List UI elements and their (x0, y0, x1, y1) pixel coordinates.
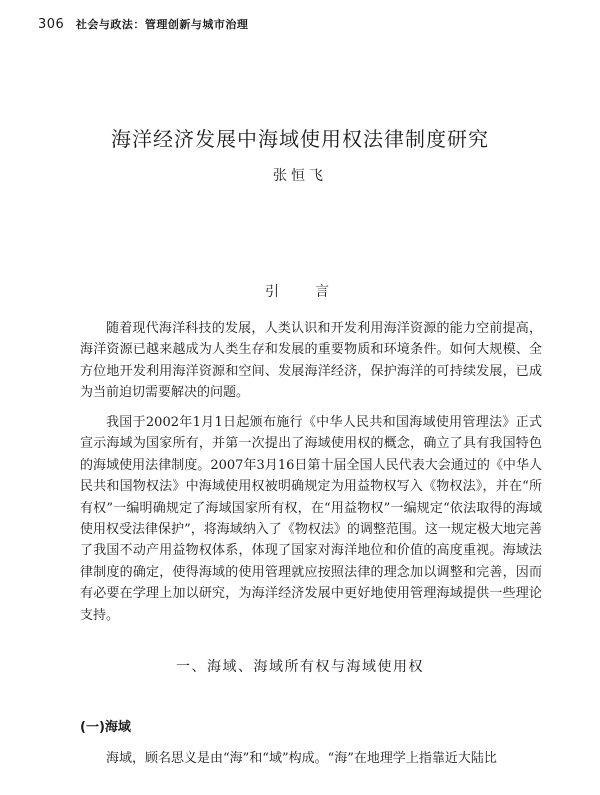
running-head: 社会与政法：管理创新与城市治理 (75, 18, 249, 31)
page-number: 306 (38, 17, 65, 32)
article-author: 张恒飞 (273, 168, 327, 184)
section-heading: 一、海域、海域所有权与海域使用权 (176, 659, 424, 675)
body-paragraph: 海域，顾名思义是由“海”和“域”构成。“海”在地理学上指靠近大陆比 (106, 751, 497, 766)
intro-heading: 引言 (265, 284, 365, 300)
article-title: 海洋经济发展中海域使用权法律制度研究 (111, 127, 489, 151)
subsection-heading: (一)海域 (80, 720, 131, 735)
page-header (38, 16, 248, 32)
body-paragraph: 随着现代海洋科技的发展，人类认识和开发利用海洋资源的能力空前提高，海洋资源已越来越成为人类生存和发展的重要物质和环境条件。如何大规模、全方位地开发利用海洋资源和空间、发展海洋经济，保护海洋的可持续发展，已成为当前迫切需要解决的问题。 (80, 321, 542, 401)
body-paragraph: 我国于2002年1月1日起颁布施行《中华人民共和国海域使用管理法》正式宣示海域为国家所有，并第一次提出了海域使用权的概念，确立了具有我国特色的海域使用法律制度。2007年3月16日第十届全国人民代表大会通过的《中华人民共和国物权法》中海域使用权被明确规定为用益物权写入《物权法》，并在“所有权”一编明确规定了海域国家所有权，在“用益物权”一编规定“依法取得的海域使用权受法律保护”，将海域纳入了《物权法》的调整范围。这一规定极大地完善了我国不动产用益物权体系，体现了国家对海洋地位和价值的高度重视。海域法律制度的确定，使得海域的使用管理就应按照法律的理念加以调整和完善，因而有必要在学理上加以研究，为海洋经济发展中更好地使用管理海域提供一些理论支持。 (80, 415, 542, 623)
